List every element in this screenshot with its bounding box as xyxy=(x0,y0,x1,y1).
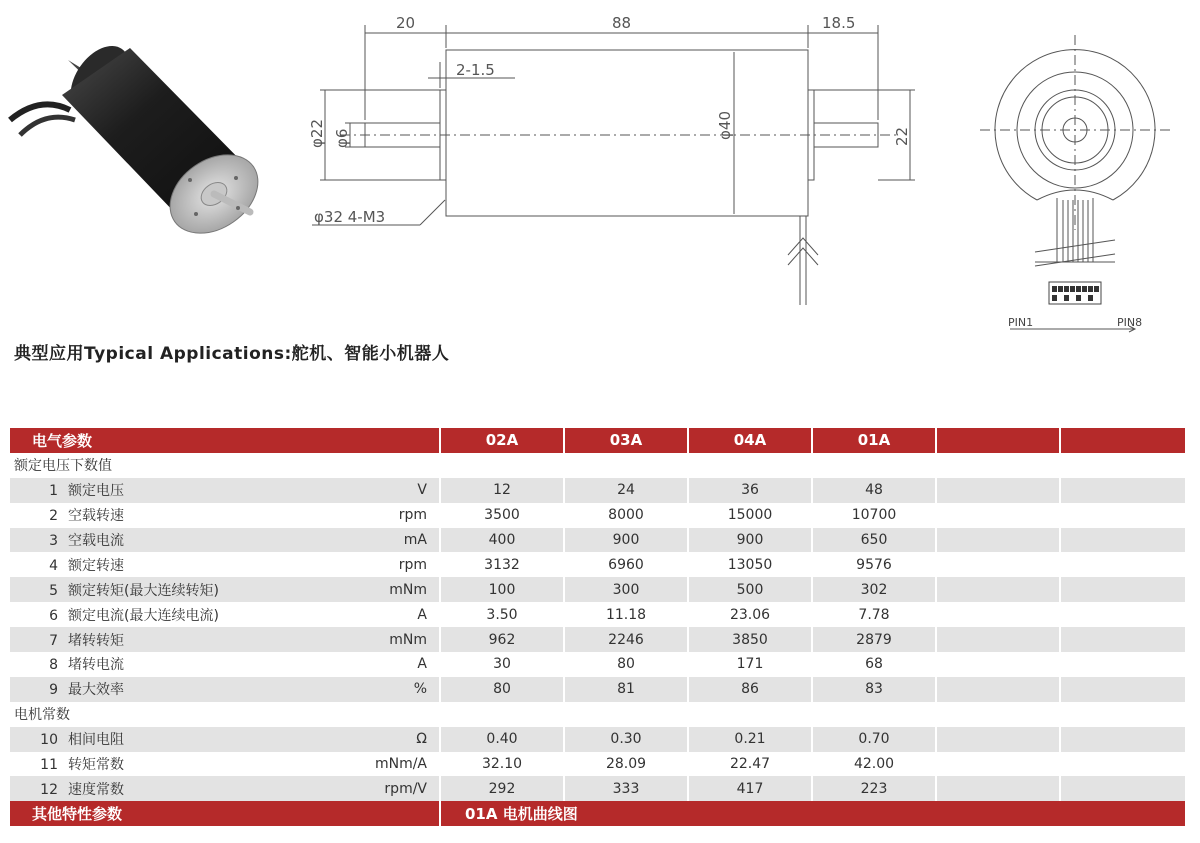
value-cell: 0.70 xyxy=(812,727,936,752)
table-row xyxy=(10,552,1186,577)
model-header: 03A xyxy=(564,428,688,453)
value-cell: 500 xyxy=(688,577,812,602)
value-cell: 81 xyxy=(564,677,688,702)
param-name: 最大效率 xyxy=(68,682,124,699)
table-row xyxy=(10,727,1186,752)
value-cell: 23.06 xyxy=(688,602,812,627)
param-unit: V xyxy=(417,482,427,499)
dim-mount: φ32 4-M3 xyxy=(314,208,386,226)
table-row xyxy=(10,528,1186,553)
value-cell: 24 xyxy=(564,478,688,503)
param-number: 5 xyxy=(49,582,58,599)
param-cell xyxy=(10,752,440,777)
value-cell: 3132 xyxy=(440,552,564,577)
value-cell xyxy=(936,627,1060,652)
value-cell: 900 xyxy=(688,528,812,553)
section-title: 额定电压下数值 xyxy=(10,453,1186,478)
value-cell: 2879 xyxy=(812,627,936,652)
param-name: 速度常数 xyxy=(68,781,124,798)
value-cell: 83 xyxy=(812,677,936,702)
param-cell xyxy=(10,503,440,528)
footer-label: 其他特性参数 xyxy=(10,801,440,826)
table-row xyxy=(10,752,1186,777)
param-name: 额定转速 xyxy=(68,557,124,574)
value-cell xyxy=(1060,552,1186,577)
section-title: 电机常数 xyxy=(10,702,1186,727)
param-unit: rpm/V xyxy=(384,780,427,797)
param-name: 堵转转矩 xyxy=(68,632,124,649)
param-unit: mNm/A xyxy=(374,756,427,773)
section-row xyxy=(10,702,1186,727)
value-cell: 42.00 xyxy=(812,752,936,777)
dim-dia-40: φ40 xyxy=(716,111,734,140)
value-cell xyxy=(936,652,1060,677)
dimension-drawing xyxy=(300,0,940,310)
param-number: 9 xyxy=(49,682,58,699)
param-number: 8 xyxy=(49,657,58,674)
value-cell: 0.21 xyxy=(688,727,812,752)
param-unit: mNm xyxy=(389,581,427,598)
spec-table xyxy=(10,428,1187,826)
value-cell: 171 xyxy=(688,652,812,677)
header-label: 电气参数 xyxy=(10,428,440,453)
param-cell xyxy=(10,478,440,503)
value-cell: 400 xyxy=(440,528,564,553)
table-row xyxy=(10,652,1186,677)
param-unit: % xyxy=(413,681,427,698)
param-number: 12 xyxy=(40,781,58,798)
model-header xyxy=(936,428,1060,453)
value-cell xyxy=(1060,528,1186,553)
value-cell: 417 xyxy=(688,776,812,801)
value-cell xyxy=(1060,602,1186,627)
param-name: 相间电阻 xyxy=(68,732,124,749)
value-cell: 223 xyxy=(812,776,936,801)
end-view-drawing xyxy=(975,30,1190,335)
value-cell: 100 xyxy=(440,577,564,602)
value-cell xyxy=(1060,577,1186,602)
param-number: 7 xyxy=(49,632,58,649)
value-cell: 650 xyxy=(812,528,936,553)
typical-applications: 典型应用Typical Applications:舵机、智能小机器人 xyxy=(14,344,450,364)
value-cell xyxy=(1060,677,1186,702)
param-name: 额定电流(最大连续电流) xyxy=(68,607,219,624)
value-cell: 22.47 xyxy=(688,752,812,777)
param-cell xyxy=(10,602,440,627)
param-cell xyxy=(10,552,440,577)
dim-shaft-length: 20 xyxy=(396,14,416,32)
motor-photo xyxy=(0,0,280,250)
model-header: 02A xyxy=(440,428,564,453)
table-row xyxy=(10,577,1186,602)
value-cell xyxy=(936,602,1060,627)
param-name: 额定电压 xyxy=(68,483,124,500)
value-cell xyxy=(1060,478,1186,503)
param-number: 3 xyxy=(49,533,58,549)
param-unit: mNm xyxy=(389,631,427,648)
param-unit: A xyxy=(417,656,427,673)
value-cell: 962 xyxy=(440,627,564,652)
param-name: 空载电流 xyxy=(68,533,124,549)
param-name: 空载转速 xyxy=(68,508,124,525)
param-number: 4 xyxy=(49,557,58,574)
param-cell xyxy=(10,727,440,752)
section-row xyxy=(10,453,1186,478)
value-cell: 0.40 xyxy=(440,727,564,752)
param-name: 转矩常数 xyxy=(68,757,124,774)
table-row xyxy=(10,677,1186,702)
dim-dia-6: φ6 xyxy=(333,128,351,148)
value-cell: 68 xyxy=(812,652,936,677)
value-cell xyxy=(936,528,1060,553)
model-header xyxy=(1060,428,1186,453)
table-row xyxy=(10,776,1186,801)
value-cell: 86 xyxy=(688,677,812,702)
pin1-label: PIN1 xyxy=(1008,316,1034,329)
param-unit: A xyxy=(417,606,427,623)
value-cell xyxy=(936,727,1060,752)
value-cell: 28.09 xyxy=(564,752,688,777)
value-cell xyxy=(936,478,1060,503)
value-cell: 9576 xyxy=(812,552,936,577)
value-cell xyxy=(936,776,1060,801)
value-cell: 8000 xyxy=(564,503,688,528)
value-cell xyxy=(936,577,1060,602)
value-cell xyxy=(1060,727,1186,752)
param-cell xyxy=(10,776,440,801)
value-cell xyxy=(1060,652,1186,677)
dim-flange: 2-1.5 xyxy=(456,61,495,79)
value-cell: 302 xyxy=(812,577,936,602)
model-header: 04A xyxy=(688,428,812,453)
value-cell: 12 xyxy=(440,478,564,503)
value-cell: 900 xyxy=(564,528,688,553)
value-cell: 32.10 xyxy=(440,752,564,777)
value-cell: 80 xyxy=(564,652,688,677)
model-header: 01A xyxy=(812,428,936,453)
pin8-label: PIN8 xyxy=(1117,316,1143,329)
param-cell xyxy=(10,577,440,602)
value-cell: 15000 xyxy=(688,503,812,528)
param-cell xyxy=(10,627,440,652)
value-cell: 80 xyxy=(440,677,564,702)
param-cell xyxy=(10,528,440,553)
value-cell: 333 xyxy=(564,776,688,801)
param-unit: rpm xyxy=(398,556,427,573)
param-number: 1 xyxy=(49,483,58,500)
param-number: 10 xyxy=(40,732,58,749)
value-cell: 6960 xyxy=(564,552,688,577)
value-cell xyxy=(1060,752,1186,777)
table-row xyxy=(10,503,1186,528)
value-cell xyxy=(936,677,1060,702)
value-cell: 36 xyxy=(688,478,812,503)
param-number: 6 xyxy=(49,607,58,624)
value-cell: 2246 xyxy=(564,627,688,652)
value-cell: 7.78 xyxy=(812,602,936,627)
table-footer-row xyxy=(10,801,1186,826)
value-cell xyxy=(936,503,1060,528)
value-cell: 300 xyxy=(564,577,688,602)
value-cell xyxy=(1060,627,1186,652)
value-cell xyxy=(1060,503,1186,528)
table-row xyxy=(10,602,1186,627)
table-header-row xyxy=(10,428,1186,453)
value-cell: 3500 xyxy=(440,503,564,528)
param-unit: Ω xyxy=(416,731,427,748)
value-cell: 3850 xyxy=(688,627,812,652)
value-cell xyxy=(1060,776,1186,801)
dim-rear-length: 18.5 xyxy=(822,14,856,32)
param-unit: mA xyxy=(403,532,427,548)
value-cell: 30 xyxy=(440,652,564,677)
value-cell: 11.18 xyxy=(564,602,688,627)
dim-height-22: 22 xyxy=(893,126,911,146)
value-cell: 13050 xyxy=(688,552,812,577)
param-unit: rpm xyxy=(398,507,427,524)
value-cell: 10700 xyxy=(812,503,936,528)
param-name: 额定转矩(最大连续转矩) xyxy=(68,582,219,599)
dim-dia-22: φ22 xyxy=(308,119,326,148)
value-cell: 0.30 xyxy=(564,727,688,752)
value-cell xyxy=(936,752,1060,777)
value-cell: 48 xyxy=(812,478,936,503)
dim-body-length: 88 xyxy=(612,14,632,32)
param-number: 11 xyxy=(40,757,58,774)
param-number: 2 xyxy=(49,508,58,525)
table-row xyxy=(10,627,1186,652)
param-cell xyxy=(10,677,440,702)
value-cell: 3.50 xyxy=(440,602,564,627)
footer-curve-title: 01A 电机曲线图 xyxy=(440,801,1186,826)
table-row xyxy=(10,478,1186,503)
value-cell: 292 xyxy=(440,776,564,801)
param-name: 堵转电流 xyxy=(68,657,124,674)
value-cell xyxy=(936,552,1060,577)
param-cell xyxy=(10,652,440,677)
